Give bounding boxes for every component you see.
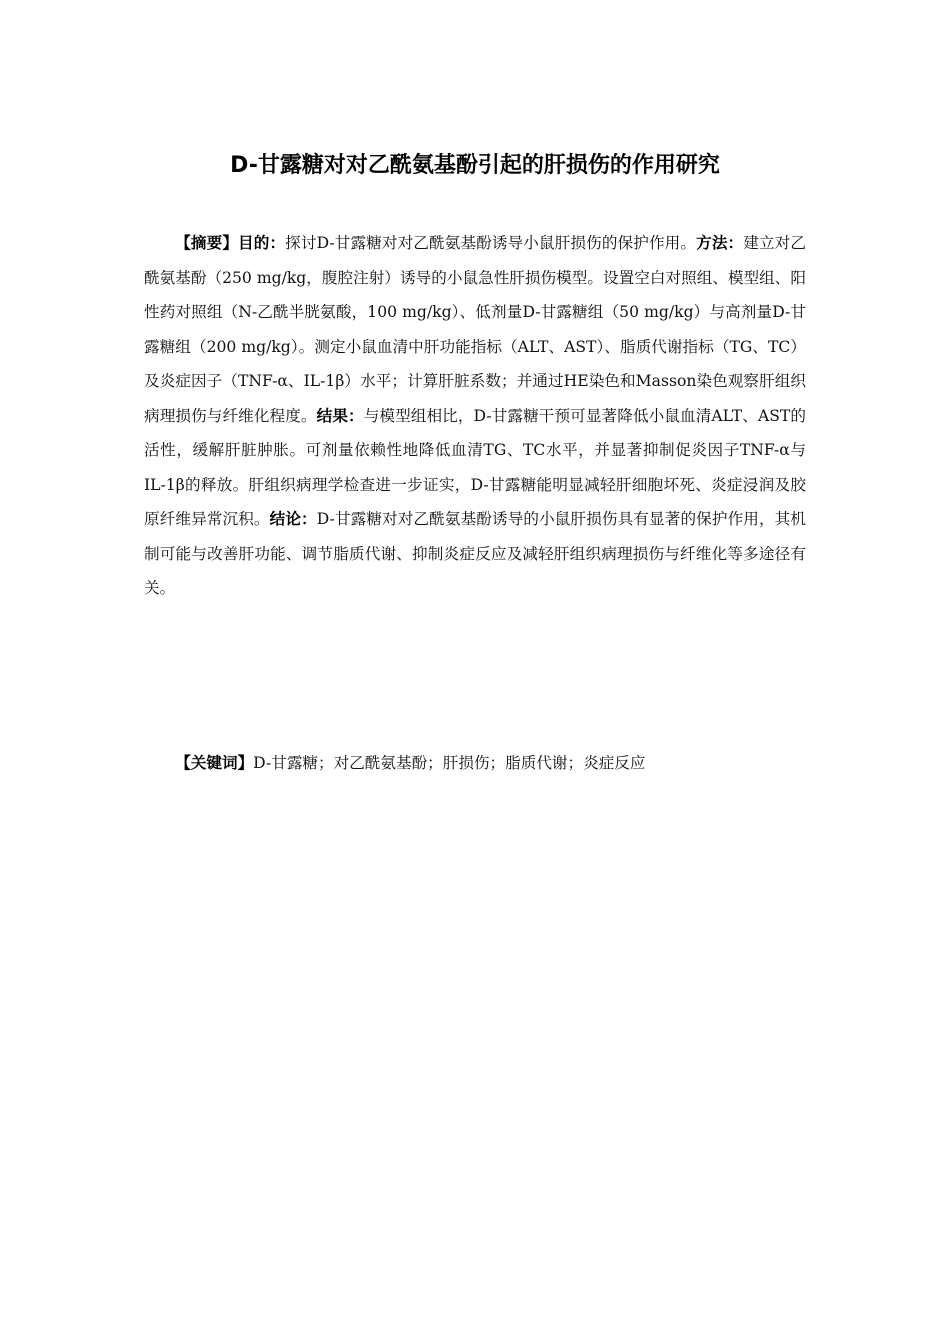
methods-label: 方法： bbox=[696, 234, 744, 252]
keywords-paragraph bbox=[144, 746, 806, 781]
results-text: 与模型组相比，D-甘露糖干预可显著降低小鼠血清ALT、AST的活性，缓解肝脏肿胀。可剂量依赖性地降低血清TG、TC水平，并显著抑制促炎因子TNF-α与IL-1β的释放。肝组织病理学检查进一步证实，D-甘露糖能明显减轻肝细胞坏死、炎症浸润及胶原纤维异常沉积。 bbox=[144, 406, 806, 528]
conclusion-text: D-甘露糖对对乙酰氨基酚诱导的小鼠肝损伤具有显著的保护作用，其机制可能与改善肝功能、调节脂质代谢、抑制炎症反应及减轻肝组织病理损伤与纤维化等多途径有关。 bbox=[144, 510, 806, 597]
keywords-text: D-甘露糖；对乙酰氨基酚；肝损伤；脂质代谢；炎症反应 bbox=[253, 754, 646, 772]
document-title: D-甘露糖对对乙酰氨基酚引起的肝损伤的作用研究 bbox=[230, 153, 720, 178]
objective-text: 探讨D-甘露糖对对乙酰氨基酚诱导小鼠肝损伤的保护作用。 bbox=[285, 234, 697, 252]
abstract-heading: 【摘要】 bbox=[175, 234, 239, 252]
objective-label: 目的： bbox=[238, 234, 286, 252]
results-label: 结果： bbox=[316, 406, 364, 425]
abstract-paragraph bbox=[144, 226, 806, 606]
conclusion-label: 结论： bbox=[269, 510, 317, 528]
keywords-label: 【关键词】 bbox=[175, 754, 254, 772]
methods-text: 建立对乙酰氨基酚（250 mg/kg，腹腔注射）诱导的小鼠急性肝损伤模型。设置空白对照组、模型组、阳性药对照组（N-乙酰半胱氨酸，100 mg/kg）、低剂量D-甘露糖组（50 mg/kg）与高剂量D-甘露糖组（200 mg/kg）。测定小鼠血清中肝功能指标（ALT、AST）、脂质代谢指标（TG、TC）及炎症因子（TNF-α、IL-1β）水平；计算肝脏系数；并通过HE染色和Masson染色观察肝组织病理损伤与纤维化程度。 bbox=[144, 234, 806, 425]
